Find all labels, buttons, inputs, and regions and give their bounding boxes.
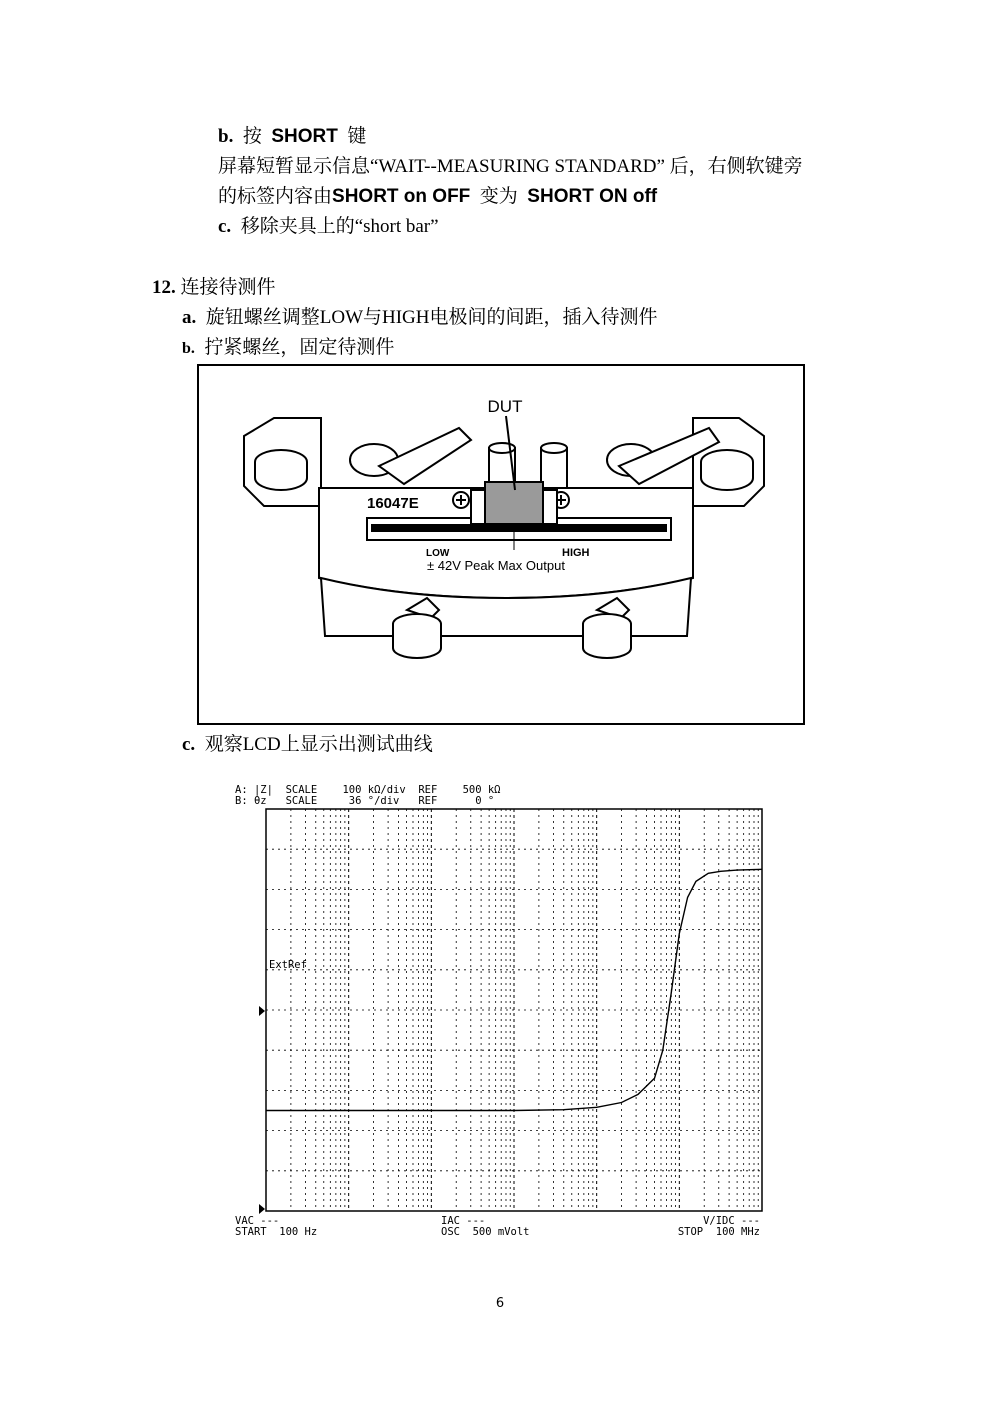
step-c-label: c. [218,216,232,237]
start-label: START 100 Hz [235,1226,318,1238]
step-b-desc-2 [218,184,657,210]
fixture-figure [197,364,805,725]
step-12c-label: c. [182,734,196,755]
screen-header-a: A: |Z| SCALE 100 kΩ/div REF 500 kΩ [235,784,501,796]
screen-header-b: B: θz SCALE 36 °/div REF 0 ° [235,795,495,807]
output-label: ± 42V Peak Max Output [427,558,565,573]
step-12a-label: a. [182,307,197,328]
desc2-mid: 变为 [479,186,518,207]
step-12b-label: b. [182,340,195,357]
step-b-label: b. [218,126,234,147]
analyzer-screen [228,778,773,1240]
screen-plot [228,778,773,1240]
step-12a-text: 旋钮螺丝调整LOW与HIGH电极间的间距，插入待测件 [205,307,658,328]
dut-label: DUT [487,397,523,416]
step-b-suffix: 键 [347,126,367,147]
step-c-text: 移除夹具上的“short bar” [240,216,439,237]
stop-label: STOP 100 MHz [677,1226,760,1238]
desc2-pre: 的标签内容由 [218,186,333,207]
softkey-from: SHORT on OFF [332,186,471,207]
ext-ref-label: ExtRef [269,959,307,971]
fixture-drawing [199,366,803,723]
high-label: HIGH [562,547,590,559]
step-12b-text: 拧紧螺丝，固定待测件 [204,337,395,358]
iac-label: IAC --- [441,1215,486,1227]
step-12c [182,732,433,758]
page-number: 6 [495,1296,505,1311]
step-12-heading [152,275,276,301]
step-b-desc-1: 屏幕短暂显示信息“WAIT--MEASURING STANDARD” 后，右侧软键旁 [218,156,803,177]
step-12b [182,335,394,362]
base-marker-icon [259,1204,265,1214]
ref-marker-icon [259,1006,265,1016]
step-b-short [218,124,366,150]
osc-label: OSC 500 mVolt [441,1226,530,1238]
step-12a [182,305,658,331]
low-label: LOW [426,548,450,559]
step-12-number: 12. [152,277,176,298]
fixture-model: 16047E [367,495,419,512]
step-c-remove [218,214,439,240]
vidc-label: V/IDC --- [703,1215,760,1227]
step-b-text: 按 [242,126,262,147]
step-12c-text: 观察LCD上显示出测试曲线 [204,734,433,755]
plot-grid [266,809,762,1211]
softkey-to: SHORT ON off [527,186,658,207]
vac-label: VAC --- [235,1215,280,1227]
short-key: SHORT [271,126,338,147]
step-12-title: 连接待测件 [180,277,276,298]
